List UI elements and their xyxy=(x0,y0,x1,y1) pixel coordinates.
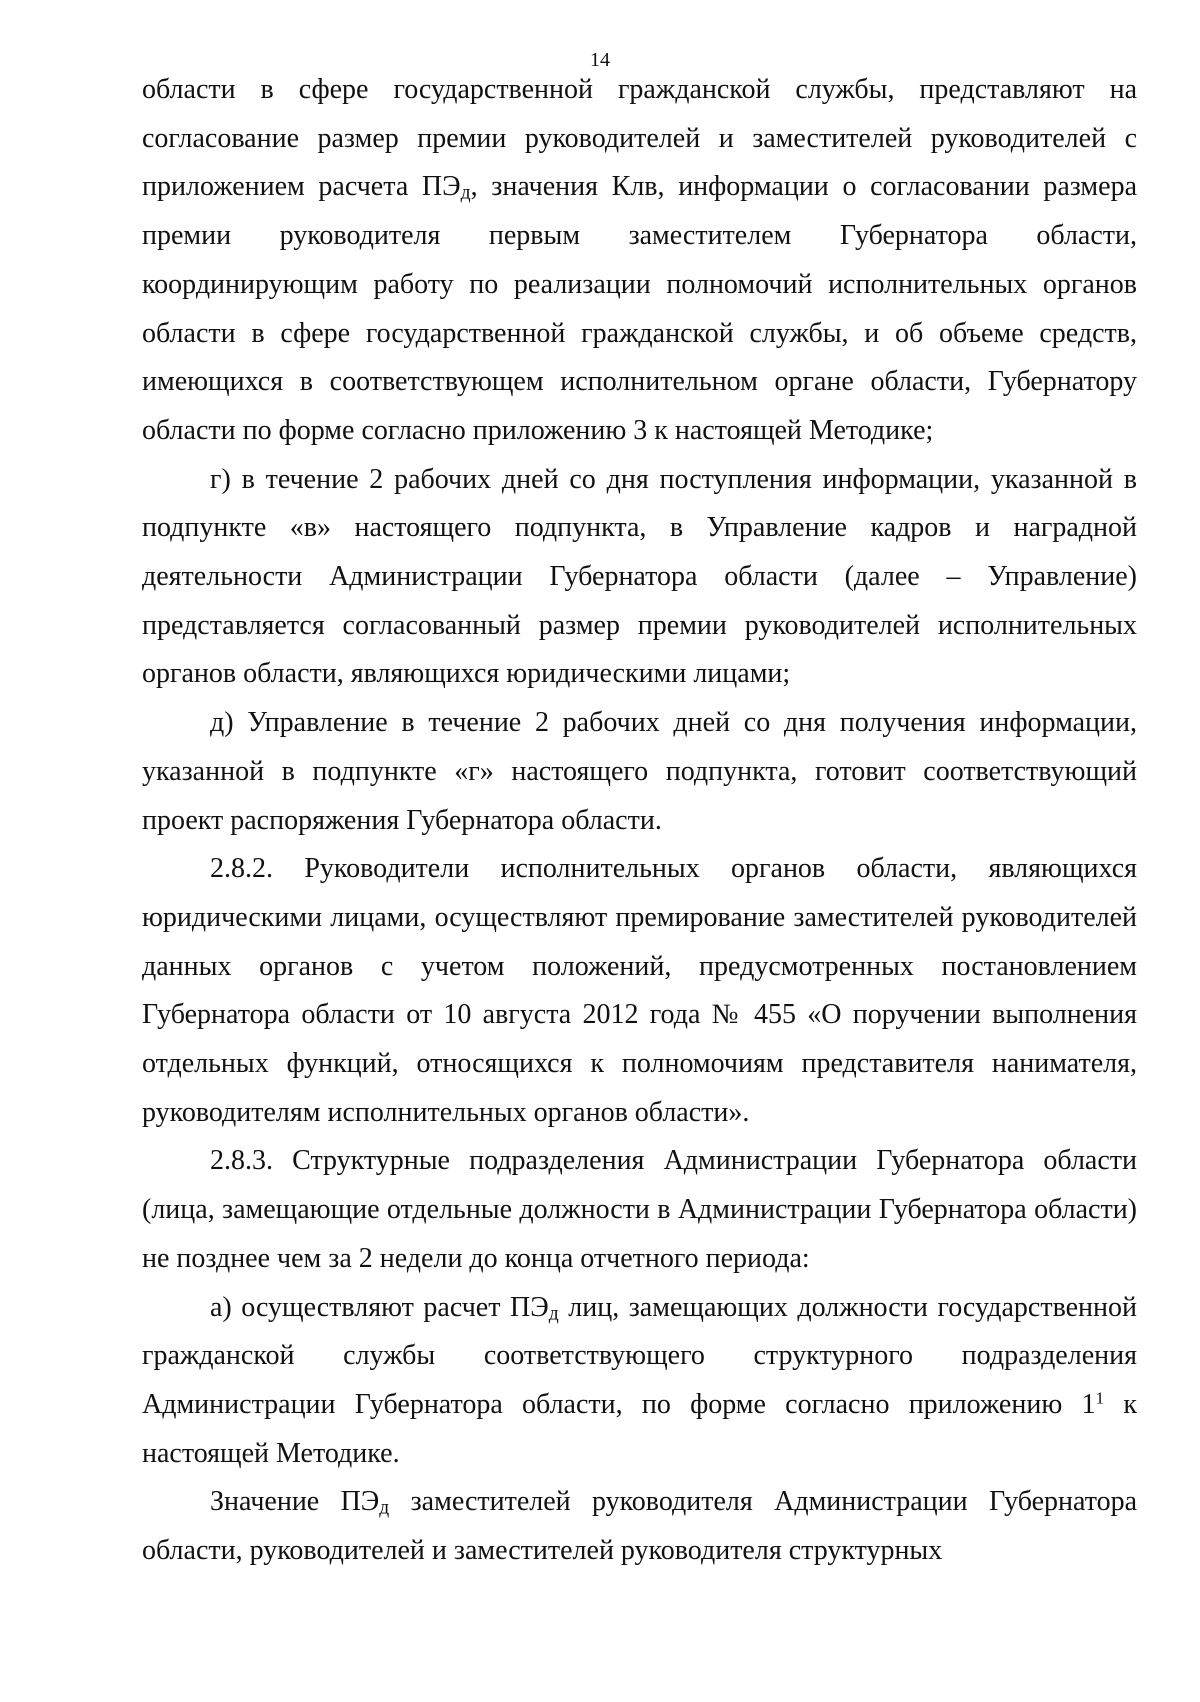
page-number: 14 xyxy=(590,49,610,71)
subscript-d: д xyxy=(460,182,471,204)
para1-text-2: , значения Клв, информации о согласовании размера премии руководителя первым заместителем Губернатора области, координирующим работу по реализации полномочий исполнительных органов области в сфере государственной гражданской службы, и об объеме средств, имеющихся в соответствующем исполнительном органе области, Губернатору области по форме согласно приложению 3 к настоящей Методике; xyxy=(142,171,1138,446)
para1-text-1: области в сфере государственной гражданской службы, представляют на согласование размер премии руководителей и заместителей руководителей с приложением расчета ПЭ xyxy=(142,74,1137,203)
para7-text-1: Значение ПЭ xyxy=(210,1486,380,1518)
paragraph-2-8-2: 2.8.2. Руководители исполнительных органов области, являющихся юридическими лицами, осуществляют премирование заместителей руководителей данных органов с учетом положений, предусмотренных постановлением Губернатора области от 10 августа 2012 года № 455 «О поручении выполнения отдельных функций, относящихся к полномочиям представителя нанимателя, руководителям исполнительных органов области». xyxy=(142,853,1137,1128)
paragraph-item-a xyxy=(142,1284,1137,1479)
para7-text-2: заместителей руководителя Администрации Губернатора области, руководителей и заместителей руководителя структурных xyxy=(142,1486,1138,1567)
subscript-d: д xyxy=(548,1303,559,1325)
document-body xyxy=(142,66,1137,1576)
paragraph-continuation xyxy=(142,66,1137,456)
paragraph-item-d: д) Управление в течение 2 рабочих дней со дня получения информации, указанной в подпункте «г» настоящего подпункта, готовит соответствующий проект распоряжения Губернатора области. xyxy=(142,707,1137,836)
paragraph-item-g: г) в течение 2 рабочих дней со дня поступления информации, указанной в подпункте «в» настоящего подпункта, в Управление кадров и наградной деятельности Администрации Губернатора области (далее – Управление) представляется согласованный размер премии руководителей исполнительных органов области, являющихся юридическими лицами; xyxy=(142,463,1137,690)
para6-text-2: лиц, замещающих должности государственной гражданской службы соответствующего структурного подразделения Администрации Губернатора области, по форме согласно приложению 1 xyxy=(142,1291,1138,1420)
superscript-1: 1 xyxy=(1095,1388,1105,1408)
subscript-d: д xyxy=(379,1497,390,1519)
paragraph-value-ped xyxy=(142,1478,1137,1575)
para6-text-3: к настоящей Методике. xyxy=(142,1388,1137,1469)
para6-text-1: а) осуществляют расчет ПЭ xyxy=(210,1291,549,1323)
paragraph-2-8-3: 2.8.3. Структурные подразделения Администрации Губернатора области (лица, замещающие отдельные должности в Администрации Губернатора области) не позднее чем за 2 недели до конца отчетного периода: xyxy=(142,1145,1137,1274)
